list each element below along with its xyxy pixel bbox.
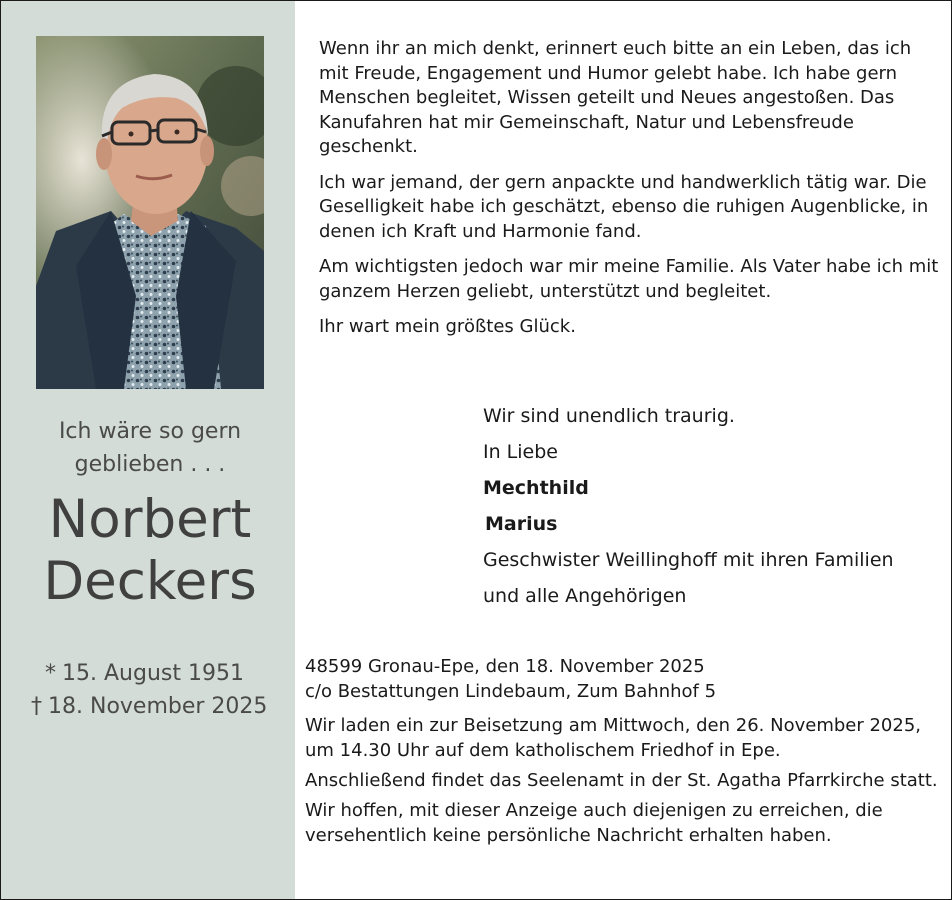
motto-line-1: Ich wäre so gern	[58, 419, 242, 444]
place-date: 48599 Gronau-Epe, den 18. November 2025	[305, 656, 705, 677]
notice-note: Wir hoffen, mit dieser Anzeige auch diejenigen zu erreichen, die versehentlich keine persönliche Nachricht erhalten haben.	[305, 800, 883, 846]
name-marius: Marius	[485, 513, 558, 535]
death-symbol: †	[31, 694, 42, 719]
address-block	[305, 654, 945, 704]
portrait-photo	[36, 36, 264, 389]
birth-date: 15. August 1951	[62, 661, 244, 686]
funeral-invitation: Wir laden ein zur Beisetzung am Mittwoch, den 26. November 2025, um 14.30 Uhr auf dem katholischem Friedhof in Epe.	[305, 715, 921, 761]
left-panel	[1, 1, 295, 899]
life-dates	[31, 657, 281, 723]
portrait-illustration	[36, 36, 264, 389]
undertaker-address: c/o Bestattungen Lindebaum, Zum Bahnhof 5	[305, 681, 717, 702]
death-date: 18. November 2025	[48, 694, 268, 719]
motto-line-2: geblieben . . .	[74, 452, 226, 477]
family-signature	[483, 398, 923, 614]
sad-line: Wir sind unendlich traurig.	[483, 405, 735, 427]
relatives-line: und alle Angehörigen	[483, 585, 687, 607]
siblings-line: Geschwister Weillinghoff mit ihren Familien	[483, 549, 894, 571]
death-date-line	[31, 690, 281, 723]
birth-symbol: *	[45, 661, 56, 686]
first-name: Norbert	[48, 489, 252, 550]
paragraph-2: Ich war jemand, der gern anpackte und handwerklich tätig war. Die Geselligkeit habe ich geschätzt, ebenso die ruhigen Augenblicke, in denen ich Kraft und Harmonie fand.	[319, 171, 929, 242]
birth-date-line	[31, 657, 281, 690]
funeral-info	[305, 654, 945, 853]
in-love-line: In Liebe	[483, 441, 558, 463]
name-mechthild: Mechthild	[483, 477, 589, 499]
paragraph-1: Wenn ihr an mich denkt, erinnert euch bitte an ein Leben, das ich mit Freude, Engagement und Humor gelebt habe. Ich habe gern Menschen begleitet, Wissen geteilt und Neues angestoßen. Das Kanufahren hat mir Gemeinschaft, Natur und Lebensfreude geschenkt.	[319, 38, 912, 157]
requiem-mass: Anschließend findet das Seelenamt in der St. Agatha Pfarrkirche statt.	[305, 770, 938, 791]
deceased-name	[1, 489, 299, 613]
last-name: Deckers	[43, 551, 257, 612]
motto	[1, 415, 299, 481]
memorial-text	[319, 37, 939, 351]
paragraph-4: Ihr wart mein größtes Glück.	[319, 316, 576, 337]
paragraph-3: Am wichtigsten jedoch war mir meine Familie. Als Vater habe ich mit ganzem Herzen geliebt, unterstützt und begleitet.	[319, 256, 939, 302]
